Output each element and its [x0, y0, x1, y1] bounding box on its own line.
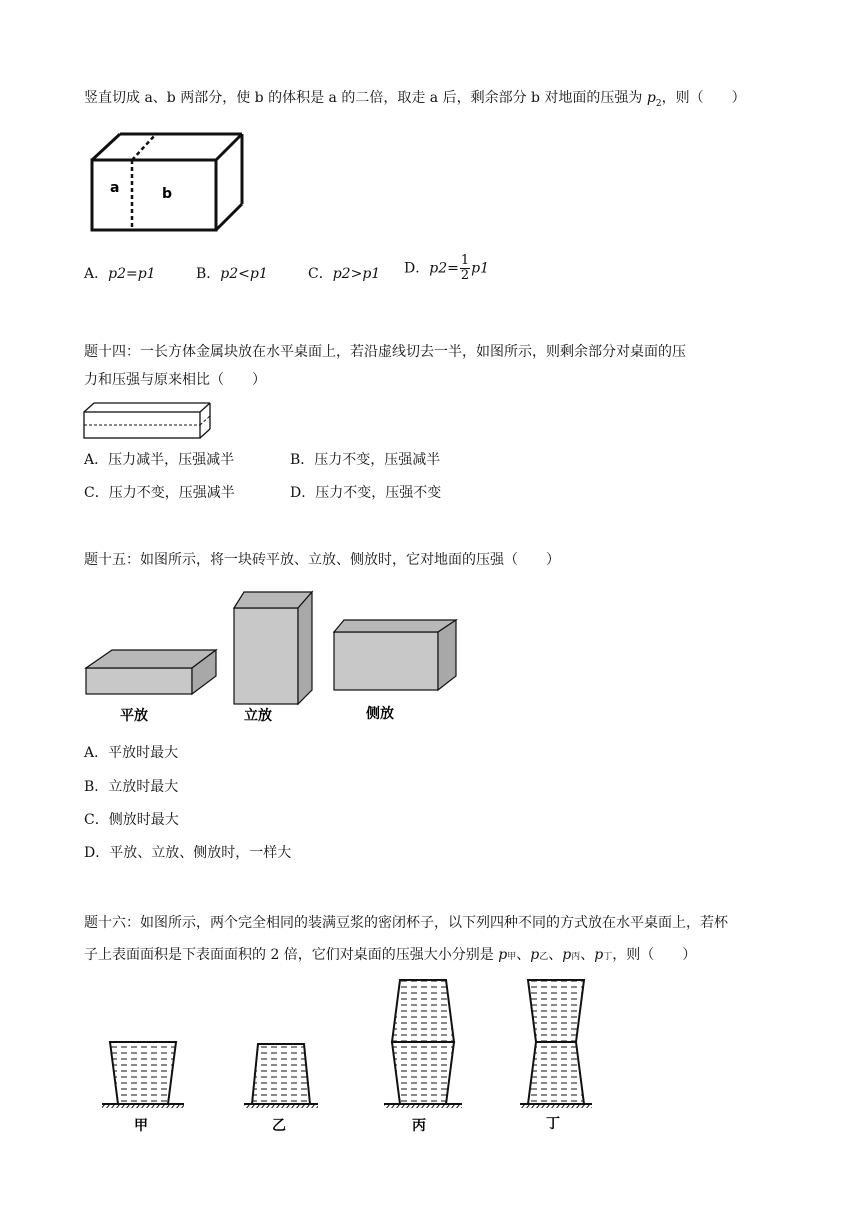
q15-brick-figure — [82, 588, 482, 728]
q16-cup-bing — [384, 980, 462, 1108]
q13-cut-block-figure — [88, 130, 248, 234]
q15-stem: 题十五：如图所示，将一块砖平放、立放、侧放时，它对地面的压强（ ） — [84, 552, 560, 568]
q16-cup-jia — [102, 1042, 184, 1108]
q15-option-d[interactable]: D．平放、立放、侧放时，一样大 — [84, 845, 292, 861]
q16-cups-figure — [100, 972, 640, 1152]
q16-cup-ding — [520, 980, 592, 1108]
q13-fig-label-a: a — [110, 180, 120, 196]
q13-option-a-text: p2=p1 — [108, 266, 156, 282]
q14-stem-line2: 力和压强与原来相比（ ） — [84, 372, 266, 388]
q16-fig-label-yi: 乙 — [272, 1118, 286, 1134]
q14-stem-line1: 题十四：一长方体金属块放在水平桌面上，若沿虚线切去一半，如图所示，则剩余部分对桌面的压 — [84, 344, 686, 360]
q13-option-c-text: p2>p1 — [332, 266, 381, 282]
q13-option-a[interactable]: A．p2=p1 — [84, 266, 156, 282]
q14-option-b[interactable]: B．压力不变，压强减半 — [290, 452, 441, 468]
q15-option-a[interactable]: A．平放时最大 — [84, 745, 179, 761]
q13-stem: 竖直切成 a、b 两部分，使 b 的体积是 a 的二倍，取走 a 后，剩余部分 b 对地面的压强为 $p_2$，则（ ） — [84, 90, 746, 109]
q14-option-c[interactable]: C．压力不变，压强减半 — [84, 485, 235, 501]
q16-stem-line1: 题十六：如图所示，两个完全相同的装满豆浆的密闭杯子，以下列四种不同的方式放在水平桌面上，若杯 — [84, 915, 728, 931]
q16-cup-yi — [244, 1044, 318, 1108]
q16-stem-line2: 子上表面面积是下表面面积的 2 倍，它们对桌面的压强大小分别是 p甲、p乙、p丙、p丁，则（ ） — [84, 947, 697, 963]
q13-option-d-fraction: $\frac{1}{2}$ — [460, 253, 470, 283]
q14-metal-block-figure — [82, 400, 212, 440]
q13-fig-label-b: b — [162, 186, 173, 202]
q16-fig-label-jia: 甲 — [134, 1118, 148, 1134]
q16-fig-label-bing: 丙 — [412, 1118, 426, 1134]
q16-fig-label-ding: 丁 — [546, 1116, 560, 1132]
q15-fig-label-side: 侧放 — [366, 706, 394, 722]
q15-option-b[interactable]: B．立放时最大 — [84, 779, 179, 795]
q14-option-a[interactable]: A．压力减半，压强减半 — [84, 452, 235, 468]
q13-option-b[interactable]: B．p2<p1 — [196, 266, 268, 282]
q15-option-c[interactable]: C．侧放时最大 — [84, 812, 179, 828]
q13-option-d[interactable]: D．p2= $\frac{1}{2}$ p1 — [404, 253, 489, 283]
q13-option-b-text: p2<p1 — [220, 266, 268, 282]
q13-option-c[interactable]: C．p2>p1 — [308, 266, 381, 282]
q15-fig-label-upright: 立放 — [244, 708, 272, 724]
q14-option-d[interactable]: D．压力不变，压强不变 — [290, 485, 442, 501]
q15-fig-label-flat: 平放 — [120, 708, 148, 724]
